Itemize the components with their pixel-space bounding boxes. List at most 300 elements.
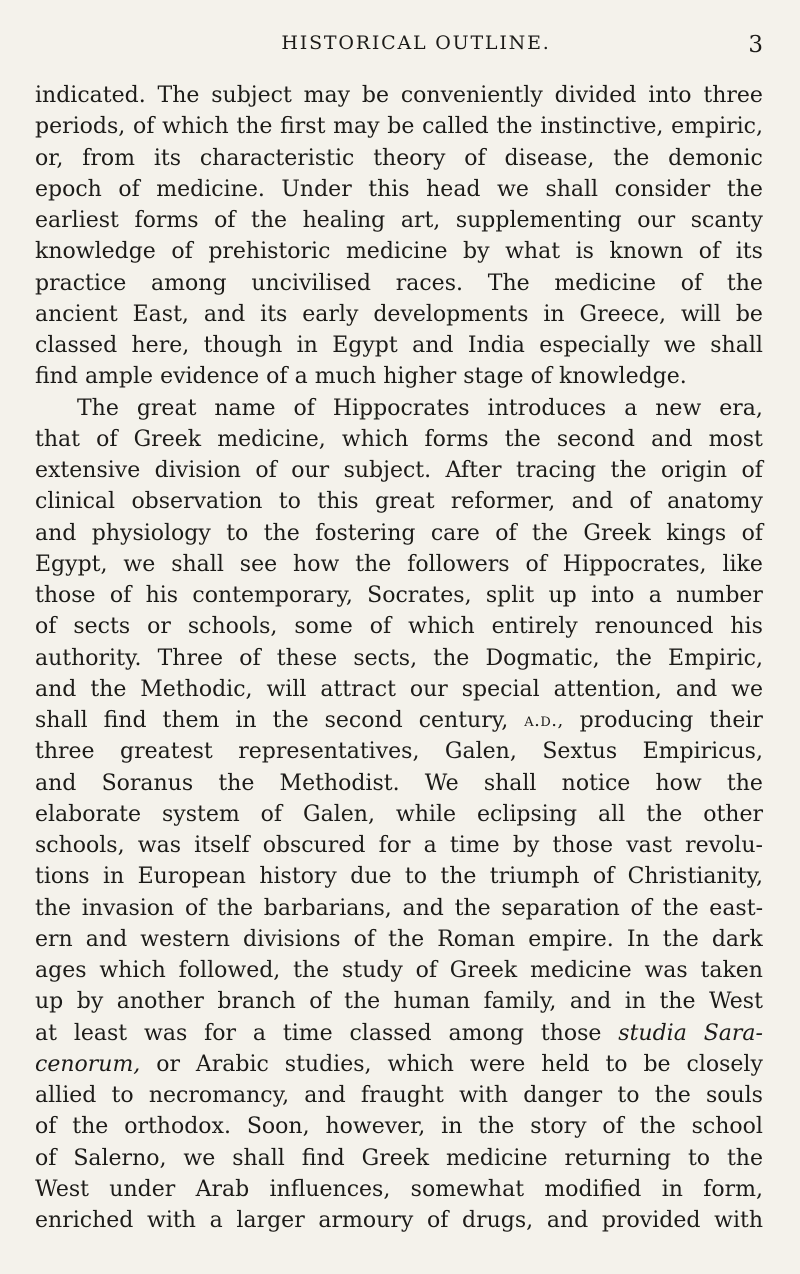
word: the (478, 1114, 515, 1140)
word: medicine (446, 1145, 548, 1171)
word: tracing (516, 458, 597, 483)
word: to (404, 864, 427, 890)
word: attract (320, 676, 396, 702)
word: in (661, 1176, 683, 1202)
word: forms (134, 208, 199, 233)
text-line (35, 1174, 763, 1205)
word: medicine (554, 270, 656, 296)
word: practice (35, 270, 127, 296)
word: Roman (437, 926, 516, 952)
word: its (260, 301, 288, 327)
word: which (99, 958, 166, 983)
word: of (369, 614, 392, 640)
word: conveniently (400, 83, 543, 108)
word: the (726, 770, 763, 796)
word: representatives, (238, 739, 420, 765)
word: the (35, 895, 72, 921)
text-line (35, 1143, 763, 1174)
text-line (35, 861, 763, 892)
word: study (341, 958, 403, 983)
word: drugs, (462, 1208, 534, 1233)
word: this (317, 489, 359, 515)
word: eclipsing (476, 801, 578, 827)
word: for (204, 1020, 237, 1046)
word: to (687, 1145, 711, 1171)
word: the (726, 1145, 763, 1171)
word: enriched (35, 1208, 134, 1233)
word: Galen, (444, 739, 517, 765)
word: obscured (262, 833, 366, 858)
word: The (77, 395, 119, 421)
word: The (157, 83, 200, 108)
word: knowledge. (558, 364, 687, 390)
word: those (540, 1020, 602, 1046)
word: the (272, 708, 309, 733)
word: shall (171, 551, 224, 577)
word: a (648, 583, 662, 608)
word: and (35, 676, 77, 702)
word: vast (626, 833, 672, 858)
word: or (156, 1051, 180, 1077)
word: divided (554, 83, 637, 108)
word: greatest (120, 739, 213, 765)
word: its (735, 239, 763, 265)
word: Arabic (195, 1051, 269, 1077)
word: taken (700, 958, 763, 983)
word: another (116, 989, 204, 1015)
word: his (730, 614, 763, 640)
word: second (324, 708, 403, 733)
word: medicine. (156, 176, 265, 202)
word: and (571, 489, 614, 515)
word: in (543, 301, 565, 327)
word: however, (325, 1114, 426, 1140)
word: medicine (530, 958, 632, 983)
word: a (624, 395, 638, 421)
word: subject (211, 83, 292, 108)
word: and (569, 989, 612, 1015)
word: our (637, 208, 676, 233)
word: of (592, 864, 615, 890)
word: into (648, 83, 692, 108)
word: the (72, 1114, 109, 1140)
word: or, (35, 145, 64, 171)
word: souls (705, 1083, 763, 1108)
word: was (137, 833, 181, 858)
word: shall (35, 708, 88, 733)
word: clinical (35, 489, 116, 515)
word: reformer, (450, 489, 556, 515)
word: in (624, 989, 646, 1015)
word: Greek (449, 958, 518, 983)
word: of (464, 145, 486, 171)
word: empiric, (671, 114, 763, 140)
word: Under (281, 176, 352, 202)
word: knowledge (35, 239, 156, 265)
word: of (260, 801, 283, 827)
word: we (731, 676, 763, 702)
word: schools, (187, 614, 278, 640)
word: from (82, 145, 135, 171)
word: extensive (35, 458, 141, 483)
word: studies, (284, 1051, 372, 1077)
word: a (209, 1208, 223, 1233)
word: the (454, 895, 491, 921)
word: authority. (35, 645, 142, 671)
word: armoury (318, 1208, 414, 1233)
word: this (368, 176, 410, 202)
word: of (698, 239, 721, 265)
text-line (35, 830, 763, 861)
text-line (35, 205, 763, 236)
word: and (203, 301, 246, 327)
word: we (123, 551, 156, 577)
word: the (615, 645, 652, 671)
text-line (35, 80, 763, 111)
word: may (333, 114, 380, 140)
word: subject. (343, 458, 432, 483)
word: of (133, 114, 155, 140)
word: among (151, 270, 227, 296)
word: of (415, 958, 437, 983)
word: his (145, 583, 179, 608)
word: head (426, 176, 481, 202)
word: Sextus (542, 739, 618, 765)
word: We (424, 770, 459, 796)
word: east- (709, 895, 763, 921)
word: developments (373, 301, 529, 327)
word: we (497, 176, 529, 202)
word: divisions (242, 926, 341, 952)
word: story (530, 1114, 587, 1140)
word: like (722, 551, 763, 577)
word: Galen, (303, 801, 375, 827)
word: our (291, 458, 330, 483)
word: Greek (361, 1145, 430, 1171)
word: Hippocrates (332, 395, 470, 421)
word: which (162, 114, 229, 140)
word: be (735, 301, 763, 327)
word: least (73, 1020, 128, 1046)
word: attention, (553, 676, 662, 702)
word: all (598, 801, 626, 827)
word: the (218, 770, 255, 796)
word: somewhat (410, 1176, 525, 1202)
word: of (530, 364, 552, 390)
text-line (35, 236, 763, 267)
page-number: 3 (748, 32, 763, 58)
word: disease, (504, 145, 595, 171)
word: name (214, 395, 276, 421)
word: with (714, 1208, 763, 1233)
text-line (35, 674, 763, 705)
word: of (426, 1208, 449, 1233)
word: periods, (35, 114, 126, 140)
text-line (35, 486, 763, 517)
word: the (293, 958, 330, 983)
word: India (467, 333, 525, 358)
word: the (726, 176, 763, 202)
word: though (203, 333, 283, 358)
word: may (303, 83, 351, 108)
word: classed (35, 333, 118, 358)
word: the (251, 208, 288, 233)
text-line (35, 268, 763, 299)
word: earliest (35, 208, 119, 233)
word: itself (194, 833, 250, 858)
word: the (662, 926, 699, 952)
word: known (609, 239, 684, 265)
word: classed (349, 1020, 432, 1046)
word: special (461, 676, 540, 702)
word: of (184, 895, 207, 921)
word: of (309, 989, 331, 1015)
word: Egypt (332, 333, 398, 358)
text-line (35, 643, 763, 674)
word: of (293, 395, 315, 421)
word: that (35, 426, 80, 452)
word: Dogmatic, (485, 645, 600, 671)
word: and (651, 426, 693, 452)
word: the (504, 426, 541, 452)
word: first (280, 114, 326, 140)
word: notice (561, 770, 631, 796)
word: in (441, 1114, 463, 1140)
word: to (111, 1083, 134, 1108)
word: ages (35, 958, 87, 983)
text-line (35, 955, 763, 986)
word: Arab (195, 1176, 250, 1202)
text-line (35, 330, 763, 361)
word: split (485, 583, 535, 608)
word: dark (711, 926, 763, 952)
word: Egypt, (35, 551, 108, 577)
word: of (353, 926, 376, 952)
word: its (153, 145, 181, 171)
word: which (387, 1051, 454, 1077)
word: of (602, 1114, 624, 1140)
word: other (703, 801, 763, 827)
word: human (393, 989, 471, 1015)
word: Greek (133, 426, 202, 452)
word: the (217, 895, 254, 921)
word: Empiricus, (642, 739, 763, 765)
word: higher (383, 364, 457, 390)
word: of (109, 583, 132, 608)
word: separation (501, 895, 620, 921)
word: will (266, 676, 307, 702)
word: those (35, 583, 96, 608)
word: to (278, 489, 301, 515)
text-line (35, 1018, 763, 1049)
word: family, (483, 989, 557, 1015)
text-line (35, 361, 763, 392)
word: of (630, 895, 652, 921)
word: characteristic (199, 145, 355, 171)
word: some (294, 614, 353, 640)
word: anatomy (667, 489, 763, 515)
word: studia (618, 1020, 687, 1046)
text-line (35, 393, 763, 424)
text-line (35, 893, 763, 924)
word: producing (579, 708, 694, 733)
word: uncivilised (251, 270, 371, 296)
word: instinctive, (540, 114, 664, 140)
word: scanty (690, 208, 763, 233)
running-head (35, 32, 763, 62)
word: how (293, 551, 340, 577)
word: shall (232, 1145, 285, 1171)
word: to (617, 1083, 640, 1108)
word: danger (523, 1083, 603, 1108)
word: East, (132, 301, 189, 327)
word: those (552, 833, 614, 858)
word: will (680, 301, 721, 327)
word: them (162, 708, 220, 733)
word: After (445, 458, 502, 483)
word: and (546, 1208, 589, 1233)
word: at (35, 1020, 57, 1046)
word: fostering (315, 520, 416, 546)
text-line (35, 768, 763, 799)
word: into (591, 583, 635, 608)
word: tions (35, 864, 90, 890)
word: provided (601, 1208, 701, 1233)
text-line (35, 705, 763, 736)
word: by (512, 833, 540, 858)
word: Three (157, 645, 224, 671)
word: origin (660, 458, 728, 483)
word: followed, (178, 958, 281, 983)
word: era, (719, 395, 763, 421)
word: ample (84, 364, 154, 390)
word: indicated. (35, 83, 146, 108)
word: find (301, 1145, 345, 1171)
word: were (469, 1051, 526, 1077)
word: The (487, 270, 530, 296)
word: invasion (81, 895, 175, 921)
word: division (154, 458, 241, 483)
word: see (239, 551, 278, 577)
word: of (266, 364, 288, 390)
word: the (236, 114, 273, 140)
word: medicine, (217, 426, 326, 452)
word: or (147, 614, 171, 640)
word: Greek (583, 520, 651, 546)
body-text (35, 80, 763, 1236)
text-line (35, 736, 763, 767)
word: and (85, 926, 128, 952)
text-line (35, 143, 763, 174)
word: of (525, 551, 547, 577)
word: the (532, 520, 569, 546)
text-line (35, 518, 763, 549)
word: the (654, 1083, 691, 1108)
word: held (541, 1051, 590, 1077)
word: returning (564, 1145, 672, 1171)
word: which (408, 614, 475, 640)
word: history (259, 864, 337, 890)
text-line (35, 455, 763, 486)
word: Sara- (703, 1020, 763, 1046)
word: entirely (491, 614, 578, 640)
word: cenorum, (35, 1051, 141, 1077)
word: school (691, 1114, 763, 1140)
word: Empiric, (668, 645, 763, 671)
word: by (76, 989, 104, 1015)
word: system (161, 801, 240, 827)
word: sects, (353, 645, 418, 671)
word: time (282, 1020, 333, 1046)
word: Soon, (246, 1114, 310, 1140)
word: the (90, 676, 127, 702)
word: the (355, 551, 392, 577)
word: barbarians, (263, 895, 392, 921)
word: the (639, 1114, 676, 1140)
word: theory (373, 145, 446, 171)
word: fraught (360, 1083, 444, 1108)
word: be (643, 1051, 671, 1077)
word: we (183, 1145, 216, 1171)
word: of (255, 458, 277, 483)
word: be (387, 114, 415, 140)
word: consider (614, 176, 711, 202)
word: kings (666, 520, 727, 546)
word: up (548, 583, 577, 608)
word: great (374, 489, 435, 515)
word: Salerno, (73, 1145, 167, 1171)
word: sects (73, 614, 131, 640)
word: to (605, 1051, 628, 1077)
word: of (118, 176, 140, 202)
text-line (35, 1080, 763, 1111)
word: shall (483, 770, 537, 796)
word: shall (545, 176, 599, 202)
word: the (613, 145, 650, 171)
word: races. (395, 270, 463, 296)
running-title: HISTORICAL OUTLINE. (281, 32, 551, 54)
word: of (495, 520, 517, 546)
word: form, (703, 1176, 763, 1202)
word: the (344, 989, 381, 1015)
word: of (741, 458, 763, 483)
word: the (659, 989, 696, 1015)
word: in (102, 864, 125, 890)
word: called (422, 114, 489, 140)
word: up (35, 989, 64, 1015)
word: Soranus (101, 770, 194, 796)
word: of (680, 270, 703, 296)
word: Methodist. (279, 770, 400, 796)
word: under (109, 1176, 176, 1202)
text-line (35, 174, 763, 205)
word: elaborate (35, 801, 141, 827)
word: schools, (35, 833, 125, 858)
word: revolu- (685, 833, 763, 858)
word: necromancy, (148, 1083, 290, 1108)
word: stage (463, 364, 524, 390)
word: of (35, 614, 57, 640)
word: a (252, 1020, 266, 1046)
word: second (556, 426, 636, 452)
word: the (440, 864, 477, 890)
word: of (741, 520, 763, 546)
word: physiology (91, 520, 211, 546)
word: find (35, 364, 78, 390)
text-line (35, 1205, 763, 1236)
word: and (35, 520, 77, 546)
word: modified (544, 1176, 642, 1202)
